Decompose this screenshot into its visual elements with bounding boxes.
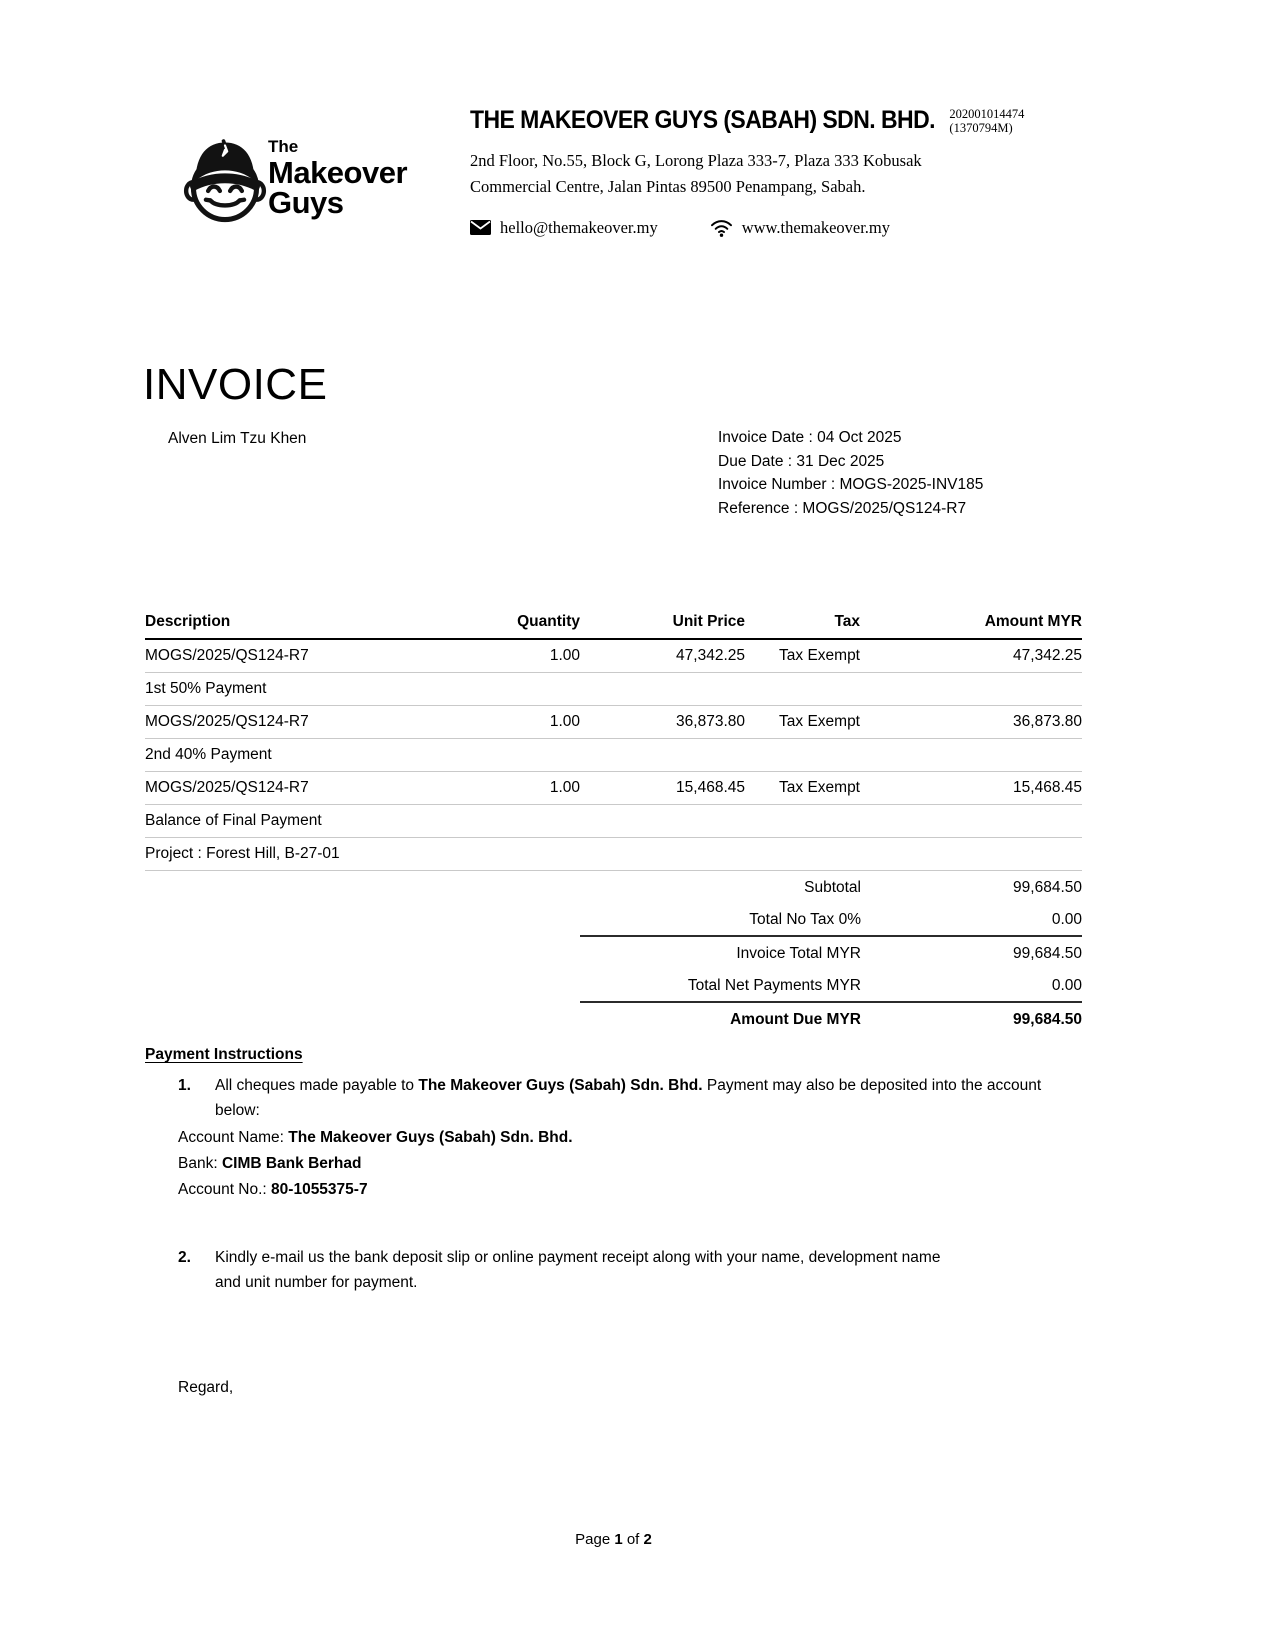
- page-of-label: of: [622, 1531, 644, 1548]
- invoice-total-label: Invoice Total MYR: [736, 944, 861, 962]
- totals-section: [580, 871, 1082, 1036]
- subtotal-value: 99,684.50: [1013, 878, 1082, 896]
- instruction-text: Kindly e-mail us the bank deposit slip or online payment receipt along with your name, development name and unit number for payment.: [215, 1249, 941, 1291]
- account-name-label: Account Name:: [178, 1129, 289, 1146]
- cell-description: 2nd 40% Payment: [145, 746, 272, 763]
- cell-quantity: 1.00: [549, 779, 580, 796]
- amount-due-value: 99,684.50: [1013, 1010, 1082, 1028]
- instruction-item-1: [178, 1073, 1082, 1123]
- table-row: [145, 838, 1082, 871]
- table-row: [145, 673, 1082, 706]
- instruction-item-2: [178, 1245, 1082, 1295]
- page-footer: [145, 1531, 1082, 1548]
- instruction-number: 2.: [178, 1249, 191, 1266]
- column-amount: Amount MYR: [984, 613, 1082, 630]
- table-row: [145, 640, 1082, 673]
- cell-description: 1st 50% Payment: [145, 680, 267, 697]
- cell-description: MOGS/2025/QS124-R7: [145, 647, 309, 664]
- line-items-table: [145, 606, 1082, 871]
- cell-amount: 36,873.80: [1013, 713, 1082, 730]
- page-title: INVOICE: [143, 360, 328, 409]
- total-no-tax-row: [580, 904, 1082, 937]
- reference-line: Reference : MOGS/2025/QS124-R7: [718, 499, 967, 517]
- column-description: Description: [145, 613, 231, 630]
- cell-tax: Tax Exempt: [779, 779, 860, 796]
- table-header-row: [145, 606, 1082, 640]
- page-number: 1: [614, 1531, 623, 1548]
- customer-name: Alven Lim Tzu Khen: [168, 430, 307, 447]
- website-url[interactable]: www.themakeover.my: [741, 217, 891, 237]
- account-number-value: 80-1055375-7: [271, 1181, 368, 1198]
- invoice-number-line: Invoice Number : MOGS-2025-INV185: [718, 476, 984, 493]
- envelope-icon: [470, 220, 491, 235]
- address-line-1: 2nd Floor, No.55, Block G, Lorong Plaza 333-7, Plaza 333 Kobusak: [470, 150, 922, 170]
- instruction-text: [215, 1073, 1063, 1123]
- company-address: [470, 148, 1090, 201]
- registration-number: 202001014474: [949, 107, 1025, 121]
- account-name-line: [178, 1125, 1082, 1151]
- email-contact: [470, 218, 658, 238]
- net-payments-label: Total Net Payments MYR: [687, 976, 861, 994]
- address-line-2: Commercial Centre, Jalan Pintas 89500 Penampang, Sabah.: [470, 177, 866, 197]
- cell-description: Balance of Final Payment: [145, 812, 322, 829]
- logo-word-the: The: [268, 137, 299, 156]
- page-label: Page: [575, 1531, 615, 1548]
- total-no-tax-value: 0.00: [1051, 910, 1082, 928]
- table-row: [145, 706, 1082, 739]
- amount-due-row: [580, 1003, 1082, 1036]
- logo-word-makeover: Makeover: [268, 155, 408, 190]
- cell-quantity: 1.00: [549, 647, 580, 664]
- email-address[interactable]: hello@themakeover.my: [500, 217, 658, 237]
- payment-instructions-heading: Payment Instructions: [145, 1046, 303, 1063]
- bank-value: CIMB Bank Berhad: [221, 1155, 362, 1172]
- wifi-icon: [710, 219, 733, 237]
- invoice-total-row: [580, 937, 1082, 970]
- company-name: THE MAKEOVER GUYS (SABAH) SDN. BHD.: [470, 106, 935, 134]
- cell-tax: Tax Exempt: [779, 647, 860, 664]
- company-block: [470, 106, 1090, 238]
- cell-description: MOGS/2025/QS124-R7: [145, 779, 309, 796]
- column-unit-price: Unit Price: [672, 613, 745, 630]
- account-number-line: [178, 1177, 1082, 1203]
- column-quantity: Quantity: [517, 613, 580, 630]
- registration-suffix: (1370794M): [949, 121, 1013, 136]
- net-payments-row: [580, 970, 1082, 1003]
- payee-name: The Makeover Guys (Sabah) Sdn. Bhd.: [418, 1077, 703, 1094]
- logo-word-guys: Guys: [268, 185, 344, 221]
- invoice-total-value: 99,684.50: [1013, 944, 1082, 962]
- subtotal-row: [580, 871, 1082, 904]
- cell-unit-price: 15,468.45: [676, 779, 745, 796]
- bank-account-details: [178, 1125, 1082, 1203]
- subtotal-label: Subtotal: [804, 878, 861, 896]
- makeover-guys-face-icon: [181, 129, 269, 225]
- bank-line: [178, 1151, 1082, 1177]
- amount-due-label: Amount Due MYR: [730, 1010, 861, 1028]
- net-payments-value: 0.00: [1051, 976, 1082, 994]
- invoice-date-line: Invoice Date : 04 Oct 2025: [718, 429, 902, 446]
- instruction-number: 1.: [178, 1077, 191, 1094]
- instruction-text-post: Payment may also be deposited into the account below:: [215, 1077, 1042, 1119]
- due-date-line: Due Date : 31 Dec 2025: [718, 452, 885, 470]
- account-name-value: The Makeover Guys (Sabah) Sdn. Bhd.: [288, 1129, 573, 1146]
- cell-quantity: 1.00: [549, 713, 580, 730]
- closing-text: Regard,: [178, 1379, 234, 1396]
- payment-instructions: [145, 1046, 1082, 1397]
- company-registration: [949, 107, 1024, 136]
- cell-description: MOGS/2025/QS124-R7: [145, 713, 309, 730]
- invoice-meta: [718, 426, 983, 520]
- cell-amount: 15,468.45: [1013, 779, 1082, 796]
- main-content: [145, 606, 1082, 1397]
- contact-row: [470, 218, 1090, 238]
- cell-unit-price: 47,342.25: [676, 647, 745, 664]
- cell-tax: Tax Exempt: [779, 713, 860, 730]
- company-logo: [181, 129, 269, 230]
- cell-description: Project : Forest Hill, B-27-01: [145, 845, 340, 862]
- cell-amount: 47,342.25: [1013, 647, 1082, 664]
- column-tax: Tax: [834, 613, 860, 630]
- table-row: [145, 772, 1082, 805]
- account-number-label: Account No.:: [178, 1181, 272, 1198]
- page-total: 2: [643, 1531, 652, 1548]
- instruction-text-pre: All cheques made payable to: [215, 1077, 419, 1094]
- website-contact: [710, 218, 890, 238]
- table-row: [145, 739, 1082, 772]
- total-no-tax-label: Total No Tax 0%: [749, 910, 861, 928]
- logo-wordmark: [268, 138, 407, 219]
- cell-unit-price: 36,873.80: [676, 713, 745, 730]
- bank-label: Bank:: [178, 1155, 222, 1172]
- table-row: [145, 805, 1082, 838]
